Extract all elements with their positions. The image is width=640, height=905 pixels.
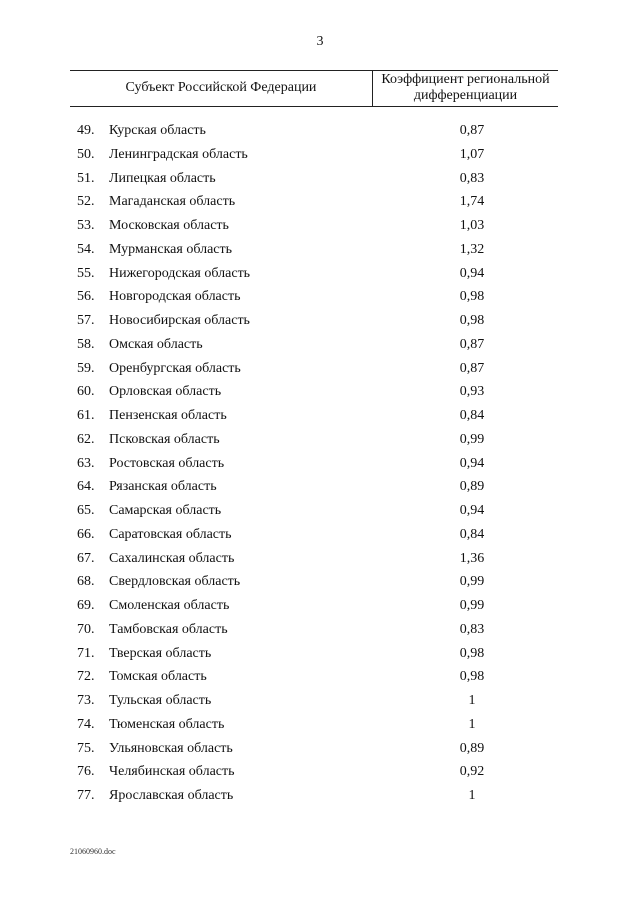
row-number: 74. xyxy=(77,716,95,732)
coefficient-value: 0,98 xyxy=(459,645,485,661)
row-number: 61. xyxy=(77,408,95,423)
table-row xyxy=(0,337,640,361)
table-row xyxy=(0,266,640,290)
row-number: 50. xyxy=(77,146,95,162)
coefficient-value: 1,07 xyxy=(459,146,485,162)
region-name: Свердловская область xyxy=(109,574,241,590)
coefficient-value: 0,98 xyxy=(459,313,485,328)
table-row xyxy=(0,384,640,408)
row-number: 66. xyxy=(77,526,95,542)
region-name: Тверская область xyxy=(109,645,212,661)
coefficient-value: 0,98 xyxy=(459,289,485,305)
row-number: 57. xyxy=(77,313,95,328)
table-row xyxy=(0,551,640,575)
region-name: Ульяновская область xyxy=(109,740,233,756)
table-row xyxy=(0,218,640,242)
coefficient-value: 0,87 xyxy=(459,123,485,138)
region-name: Пензенская область xyxy=(109,408,227,423)
table-row xyxy=(0,598,640,622)
region-name: Московская область xyxy=(109,218,229,233)
row-number: 49. xyxy=(77,123,95,138)
row-number: 64. xyxy=(77,479,95,495)
region-name: Ленинградская область xyxy=(109,146,248,162)
coefficient-value: 1,32 xyxy=(459,241,485,257)
region-name: Новосибирская область xyxy=(109,313,250,328)
region-name: Сахалинская область xyxy=(109,550,235,566)
row-number: 51. xyxy=(77,170,95,186)
row-number: 71. xyxy=(77,645,95,661)
row-number: 62. xyxy=(77,431,95,447)
table-row xyxy=(0,194,640,218)
table-row xyxy=(0,788,640,812)
table-row xyxy=(0,574,640,598)
coefficient-value: 0,83 xyxy=(459,170,485,186)
table-row xyxy=(0,764,640,788)
coefficient-value: 1 xyxy=(468,693,476,708)
row-number: 75. xyxy=(77,740,95,756)
region-name: Псковская область xyxy=(109,431,220,447)
table-row xyxy=(0,622,640,646)
row-number: 68. xyxy=(77,574,95,590)
row-number: 60. xyxy=(77,384,95,400)
coefficient-value: 0,87 xyxy=(459,360,485,376)
row-number: 63. xyxy=(77,455,95,471)
coefficient-value: 0,94 xyxy=(459,265,485,281)
table-row xyxy=(0,313,640,337)
coefficient-value: 0,84 xyxy=(459,408,485,423)
row-number: 69. xyxy=(77,598,95,613)
table-row xyxy=(0,123,640,147)
table-row xyxy=(0,741,640,765)
table-row xyxy=(0,693,640,717)
region-name: Тамбовская область xyxy=(109,621,228,637)
row-number: 67. xyxy=(77,550,95,566)
column-header-coefficient xyxy=(373,72,558,104)
coefficient-value: 1,03 xyxy=(459,218,485,233)
row-number: 76. xyxy=(77,764,95,780)
coefficient-value: 1,36 xyxy=(459,550,485,566)
coefficient-value: 0,94 xyxy=(459,455,485,471)
table-row xyxy=(0,171,640,195)
region-name: Рязанская область xyxy=(109,479,217,495)
coefficient-value: 1 xyxy=(468,716,476,732)
table-row xyxy=(0,717,640,741)
table-row xyxy=(0,527,640,551)
table-row xyxy=(0,432,640,456)
region-name: Томская область xyxy=(109,669,207,685)
table-row xyxy=(0,646,640,670)
table-row xyxy=(0,361,640,385)
table-row xyxy=(0,456,640,480)
region-name: Ростовская область xyxy=(109,455,225,471)
region-name: Смоленская область xyxy=(109,598,230,613)
row-number: 54. xyxy=(77,241,95,257)
region-name: Новгородская область xyxy=(109,289,241,305)
coefficient-value: 0,83 xyxy=(459,621,485,637)
row-number: 73. xyxy=(77,693,95,708)
region-name: Мурманская область xyxy=(109,241,233,257)
table-header-bottom-rule xyxy=(70,106,558,107)
coefficient-value: 0,99 xyxy=(459,598,485,613)
table-row xyxy=(0,289,640,313)
region-name: Самарская область xyxy=(109,503,222,518)
region-name: Саратовская область xyxy=(109,526,232,542)
table-header-top-rule xyxy=(70,70,558,71)
coefficient-value: 0,99 xyxy=(459,574,485,590)
column-header-subject: Субъект Российской Федерации xyxy=(125,80,317,95)
row-number: 52. xyxy=(77,194,95,210)
table-row xyxy=(0,669,640,693)
region-name: Курская область xyxy=(109,123,206,138)
region-name: Орловская область xyxy=(109,384,222,400)
coefficient-value: 0,89 xyxy=(459,479,485,495)
coefficient-value: 0,93 xyxy=(459,384,485,400)
row-number: 53. xyxy=(77,218,95,233)
region-name: Магаданская область xyxy=(109,194,236,210)
table-row xyxy=(0,408,640,432)
page-number: 3 xyxy=(316,34,324,49)
table-row xyxy=(0,147,640,171)
row-number: 56. xyxy=(77,289,95,305)
coefficient-value: 0,92 xyxy=(459,764,485,780)
coefficient-value: 0,84 xyxy=(459,526,485,542)
coefficient-value: 0,94 xyxy=(459,503,485,518)
table-row xyxy=(0,479,640,503)
table-body xyxy=(0,123,640,812)
coefficient-value: 0,98 xyxy=(459,669,485,685)
coefficient-value: 1,74 xyxy=(459,194,485,210)
coefficient-value: 0,89 xyxy=(459,740,485,756)
region-name: Омская область xyxy=(109,336,203,352)
coefficient-value: 1 xyxy=(468,788,476,803)
region-name: Ярославская область xyxy=(109,788,234,803)
region-name: Оренбургская область xyxy=(109,360,241,376)
column-header-coefficient-line2: дифференциации xyxy=(413,88,518,103)
row-number: 58. xyxy=(77,336,95,352)
row-number: 70. xyxy=(77,621,95,637)
region-name: Тюменская область xyxy=(109,716,225,732)
coefficient-value: 0,87 xyxy=(459,336,485,352)
row-number: 55. xyxy=(77,265,95,281)
column-header-coefficient-line1: Коэффициент региональной xyxy=(381,72,550,87)
row-number: 65. xyxy=(77,503,95,518)
region-name: Нижегородская область xyxy=(109,265,251,281)
region-name: Челябинская область xyxy=(109,764,235,780)
row-number: 59. xyxy=(77,360,95,376)
file-name-footer: 21060960.doc xyxy=(70,847,116,856)
coefficient-value: 0,99 xyxy=(459,431,485,447)
table-row xyxy=(0,503,640,527)
row-number: 77. xyxy=(77,788,95,803)
region-name: Тульская область xyxy=(109,693,212,708)
table-row xyxy=(0,242,640,266)
row-number: 72. xyxy=(77,669,95,685)
region-name: Липецкая область xyxy=(109,170,216,186)
